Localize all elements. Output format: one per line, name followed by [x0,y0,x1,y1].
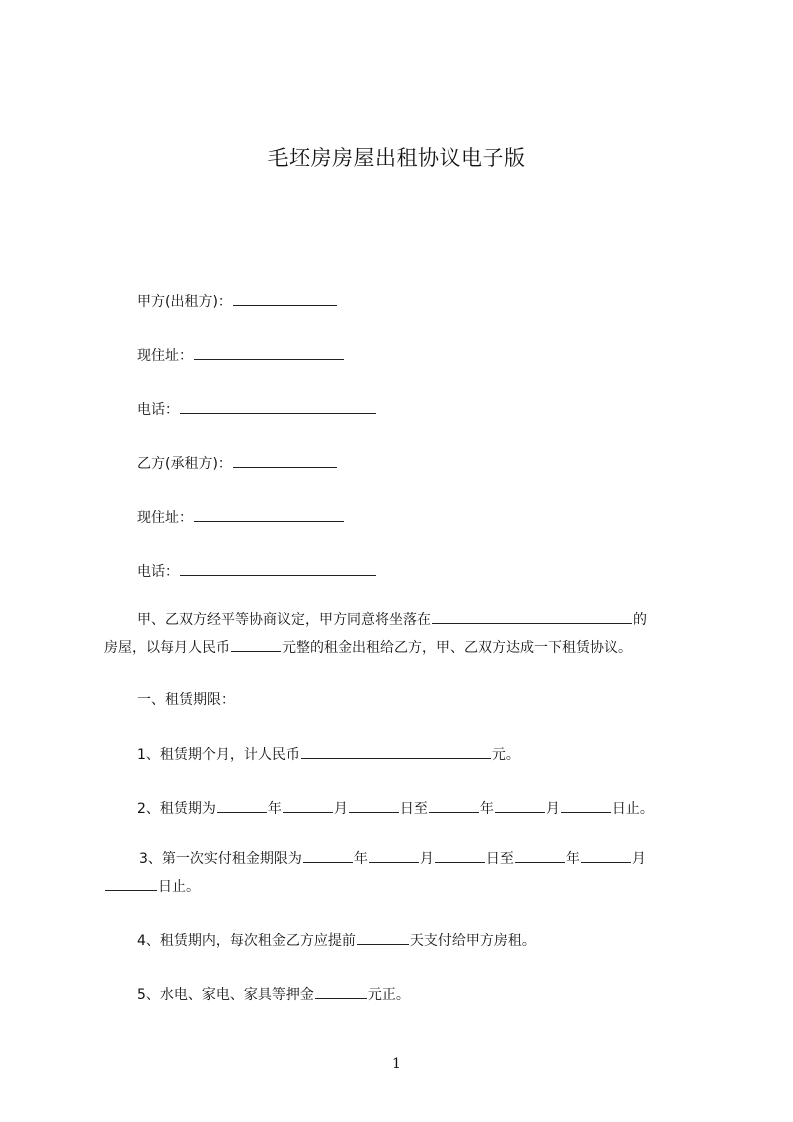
item-3-start-year-blank[interactable] [303,848,353,863]
item-2-start-day-blank[interactable] [349,798,399,813]
party-b-phone-label: 电话： [137,564,179,580]
item-2-year-2: 年 [479,801,494,817]
party-a-address-blank[interactable] [194,345,344,360]
party-b-phone-line [137,561,377,582]
item-2-day-to: 日至 [399,801,428,817]
item-3-year-2: 年 [565,851,580,867]
party-b-address-line [137,507,345,528]
item-5-deposit-blank[interactable] [315,984,367,999]
party-b-address-label: 现住址： [137,510,193,526]
item-3-start-day-blank[interactable] [435,848,485,863]
party-a-label: 甲方(出租方)： [137,294,232,310]
item-3-end-month-blank[interactable] [581,848,631,863]
item-4 [137,930,536,951]
item-5 [137,984,410,1005]
party-b-phone-blank[interactable] [180,561,376,576]
intro-text-2: 的 [633,612,647,628]
party-b-label: 乙方(承租方)： [137,456,232,472]
intro-text-3: 房屋，以每月人民币 [104,640,230,656]
item-4-text-2: 天支付给甲方房租。 [409,933,536,949]
party-a-phone-blank[interactable] [180,399,376,414]
item-3 [104,845,696,901]
item-2-text: 2、租赁期为 [137,801,216,817]
item-3-start-month-blank[interactable] [369,848,419,863]
party-a-address-line [137,345,345,366]
item-5-text: 5、水电、家电、家具等押金 [137,987,314,1003]
party-b-address-blank[interactable] [194,507,344,522]
item-1 [137,744,520,765]
item-3-day-end: 日止。 [158,879,200,895]
item-3-text: 3、第一次实付租金期限为 [139,851,302,867]
party-a-blank[interactable] [233,291,337,306]
section-1-heading: 一、租赁期限： [137,692,235,708]
item-2 [137,798,654,819]
item-5-unit: 元正。 [367,987,410,1003]
party-a-address-label: 现住址： [137,348,193,364]
item-2-end-month-blank[interactable] [495,798,545,813]
page-number: 1 [392,1056,401,1072]
item-3-month-2: 月 [631,851,646,867]
party-b-blank[interactable] [233,453,337,468]
location-blank[interactable] [432,609,632,624]
item-2-month: 月 [333,801,348,817]
item-3-day-to: 日至 [485,851,514,867]
document-title: 毛坯房房屋出租协议电子版 [267,146,526,170]
party-b-line [137,453,338,474]
item-2-month-2: 月 [545,801,560,817]
item-2-start-month-blank[interactable] [283,798,333,813]
intro-paragraph [104,606,696,662]
item-1-unit: 元。 [491,747,520,763]
party-a-phone-line [137,399,377,420]
party-a-phone-label: 电话： [137,402,179,418]
item-2-end-day-blank[interactable] [561,798,611,813]
item-1-amount-blank[interactable] [301,744,491,759]
monthly-rent-blank[interactable] [231,637,281,652]
item-3-month: 月 [419,851,434,867]
intro-text-1: 甲、乙双方经平等协商议定，甲方同意将坐落在 [137,612,431,628]
item-3-end-year-blank[interactable] [515,848,565,863]
item-1-text: 1、租赁期个月，计人民币 [137,747,300,763]
item-4-days-blank[interactable] [357,930,409,945]
item-3-end-day-blank[interactable] [105,876,157,891]
intro-text-4: 元整的租金出租给乙方，甲、乙双方达成一下租赁协议。 [282,640,632,656]
item-2-end-year-blank[interactable] [429,798,479,813]
party-a-line [137,291,338,312]
item-3-year: 年 [353,851,368,867]
item-2-start-year-blank[interactable] [217,798,267,813]
item-2-day-end: 日止。 [611,801,654,817]
item-2-year: 年 [267,801,282,817]
item-4-text: 4、租赁期内，每次租金乙方应提前 [137,933,356,949]
